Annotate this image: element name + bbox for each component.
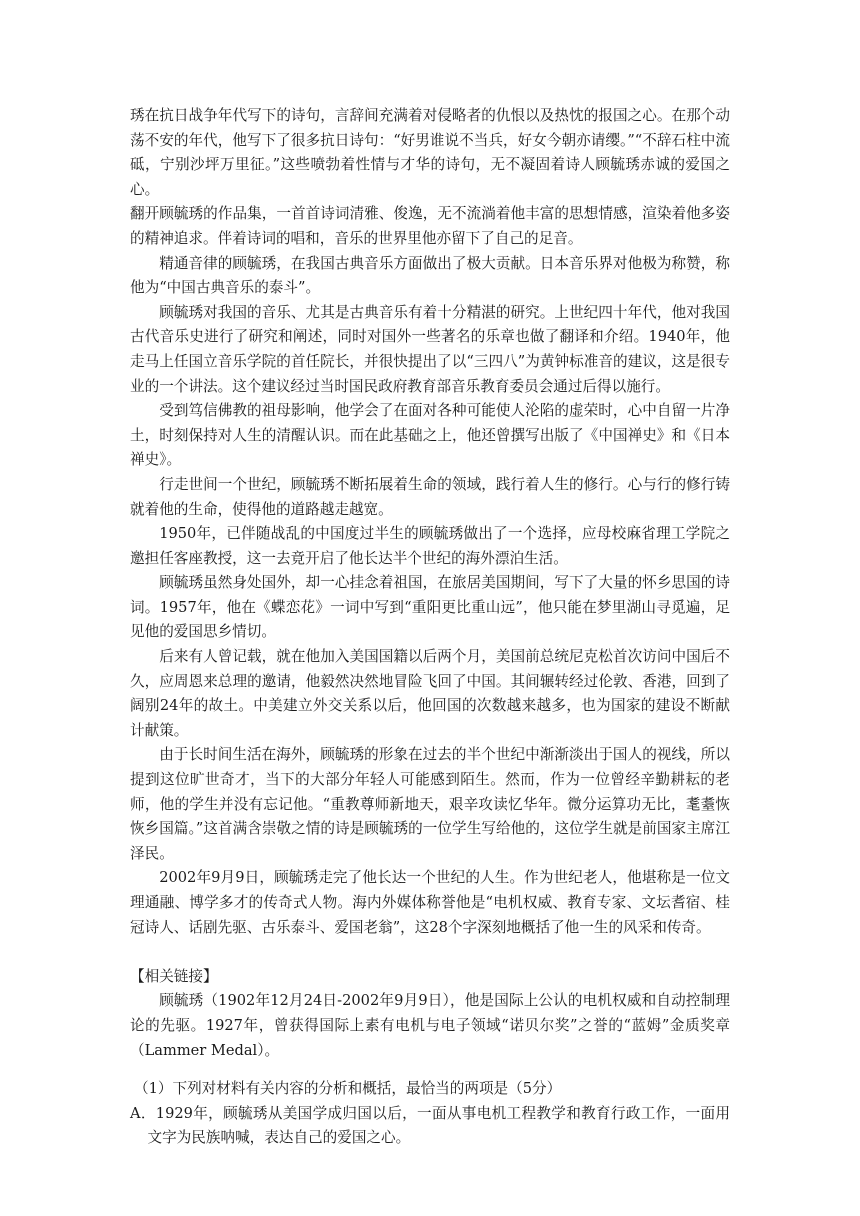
question-stem: （1）下列对材料有关内容的分析和概括，最恰当的两项是（5分） [134,1080,562,1098]
question-option-a: A．1929年，顾毓琇从美国学成归国以后，一面从事电机工程教学和教育行政工作，一面用文字为民族呐喊，表达自己的爱国之心。 [130,1104,730,1147]
related-link-text: 顾毓琇（1902年12月24日-2002年9月9日），他是国际上公认的电机权威和自动控制理论的先驱。1927年，曾获得国际上素有电机与电子领域“诺贝尔奖”之誉的“蓝姆”金质奖章（Lammer Medal）。 [130,992,730,1059]
spacer [130,940,730,965]
paragraph-8: 顾毓琇虽然身处国外，却一心挂念着祖国，在旅居美国期间，写下了大量的怀乡思国的诗词。1957年，他在《蝶恋花》一词中写到“重阳更比重山远”，他只能在梦里湖山寻觅遍，足见他的爱国思乡情切。 [130,574,730,641]
paragraph-7: 1950年，已伴随战乱的中国度过半生的顾毓琇做出了一个选择，应母校麻省理工学院之邀担任客座教授，这一去竟开启了他长达半个世纪的海外漂泊生活。 [130,525,730,567]
paragraph-2: 翻开顾毓琇的作品集，一首首诗词清雅、俊逸，无不流淌着他丰富的思想情感，渲染着他多姿的精神追求。伴着诗词的唱和，音乐的世界里他亦留下了自己的足音。 [130,205,730,247]
paragraph-3: 精通音律的顾毓琇，在我国古典音乐方面做出了极大贡献。日本音乐界对他极为称赞，称他为“中国古典音乐的泰斗”。 [130,254,730,297]
paragraph-6: 行走世间一个世纪，顾毓琇不断拓展着生命的领域，践行着人生的修行。心与行的修行铸就着他的生命，使得他的道路越走越宽。 [130,475,730,518]
paragraph-11: 2002年9月9日，顾毓琇走完了他长达一个世纪的人生。作为世纪老人，他堪称是一位文理通融、博学多才的传奇式人物。海内外媒体称誉他是“电机权威、教育专家、文坛耆宿、桂冠诗人、话剧先驱、古乐泰斗、爱国老翁”，这28个字深刻地概括了他一生的风采和传奇。 [130,869,730,936]
paragraph-9: 后来有人曾记载，就在他加入美国国籍以后两个月，美国前总统尼克松首次访问中国后不久，应周恩来总理的邀请，他毅然决然地冒险飞回了中国。其间辗转经过伦敦、香港，回到了阔别24年的故土。中美建立外交关系以后，他回国的次数越来越多，也为国家的建设不断献计献策。 [130,648,730,739]
paragraph-1: 琇在抗日战争年代写下的诗句，言辞间充满着对侵略者的仇恨以及热忱的报国之心。在那个动荡不安的年代，他写下了很多抗日诗句：“好男谁说不当兵，好女今朝亦请缨。”“不辞石柱中流砥，宁别沙坪万里征。”这些喷勃着性情与才华的诗句，无不凝固着诗人顾毓琇赤诚的爱国之心。 [130,107,730,198]
paragraph-5: 受到笃信佛教的祖母影响，他学会了在面对各种可能使人沦陷的虚荣时，心中自留一片净土，时刻保持对人生的清醒认识。而在此基础之上，他还曾撰写出版了《中国禅史》和《日本禅史》。 [130,402,730,469]
paragraph-10: 由于长时间生活在海外，顾毓琇的形象在过去的半个世纪中渐渐淡出于国人的视线，所以提到这位旷世奇才，当下的大部分年轻人可能感到陌生。然而，作为一位曾经辛勤耕耘的老师，他的学生并没有忘记他。“重教尊师新地天，艰辛攻读忆华年。微分运算功无比，耄耋恢恢乡国篇。”这首满含崇敬之情的诗是顾毓琇的一位学生写给他的，这位学生就是前国家主席江泽民。 [130,746,730,862]
document-page [130,104,730,1151]
paragraph-4: 顾毓琇对我国的音乐、尤其是古典音乐有着十分精湛的研究。上世纪四十年代，他对我国古代音乐史进行了研究和阐述，同时对国外一些著名的乐章也做了翻译和介绍。1940年，他走马上任国立音乐学院的首任院长，并很快提出了以“三四八”为黄钟标准音的建议，这是很专业的一个讲法。这个建议经过当时国民政府教育部音乐教育委员会通过后得以施行。 [130,303,730,395]
spacer [130,1063,730,1077]
related-link-heading: 【相关链接】 [130,967,218,985]
